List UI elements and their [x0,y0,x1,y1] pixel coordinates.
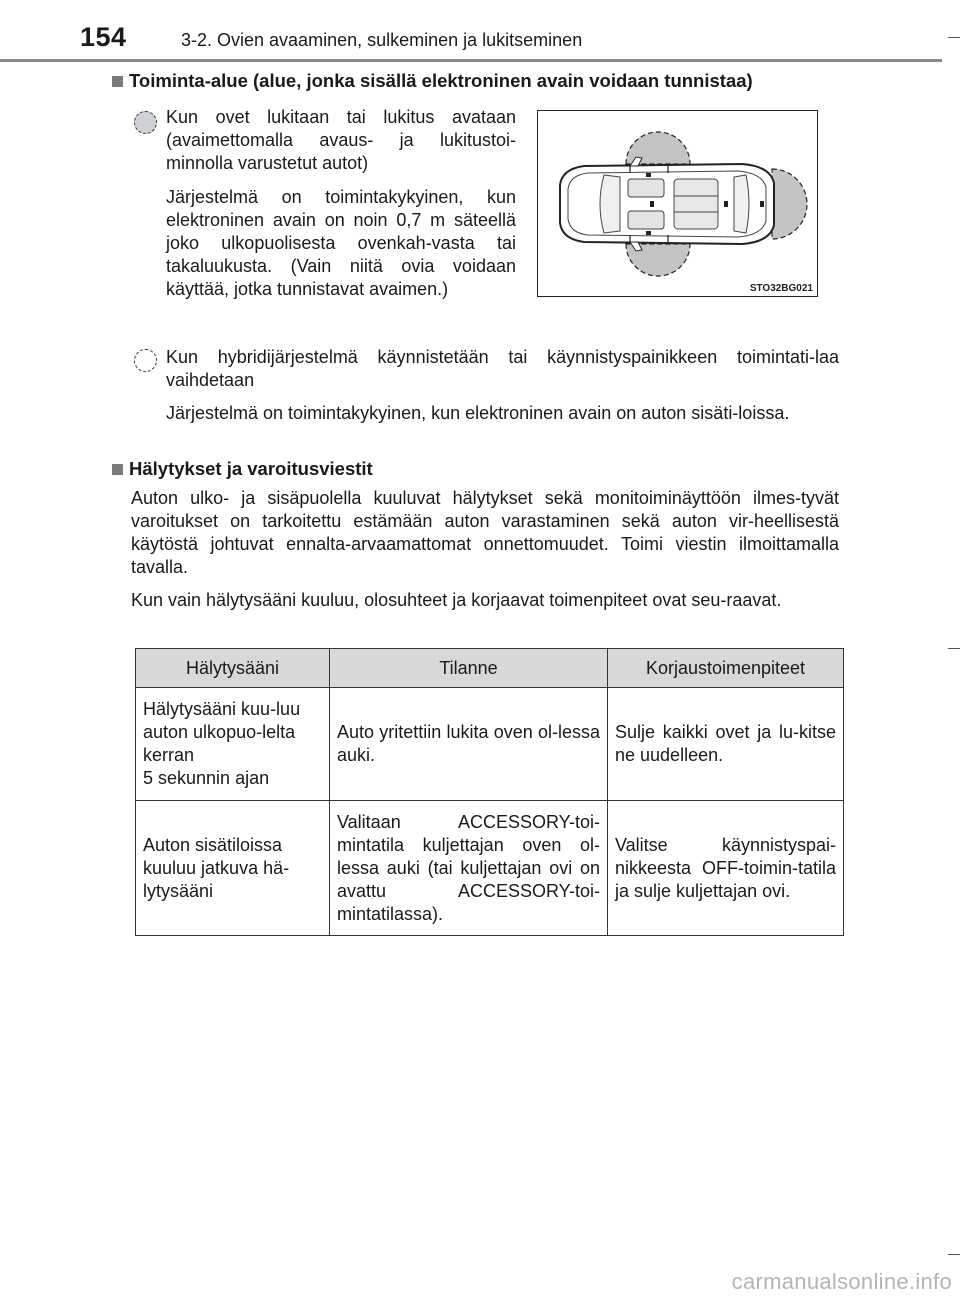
column-header: Korjaustoimenpiteet [608,649,844,688]
column-header: Tilanne [330,649,608,688]
figure-code: STO32BG021 [749,283,813,294]
car-detection-range-figure [537,110,818,297]
section-heading-operating-range [112,70,753,92]
table-cell: Valitse käynnistyspai-nikkeesta OFF-toimin-tatila ja sulje kuljettajan ovi. [608,801,844,936]
item-body: Järjestelmä on toimintakykyinen, kun elektroninen avain on auton sisäti-loissa. [166,403,790,423]
edge-tick [948,37,960,38]
table-cell: Valitaan ACCESSORY-toi-mintatila kuljettajan oven ol-lessa auki (tai kuljettajan ovi on avattu ACCESSORY-toi-mintatilassa). [330,801,608,936]
table-header-row [136,649,844,688]
page-number: 154 [80,22,127,52]
section-heading-text: Hälytykset ja varoitusviestit [129,458,373,479]
car-top-view-illustration [538,111,816,295]
item-intro: Kun ovet lukitaan tai lukitus avataan (avaimettomalla avaus- ja lukitustoi-minnolla varustetut autot) [166,107,516,173]
dashed-circle-bullet-icon [134,349,157,372]
table-cell: Hälytysääni kuu-luu auton ulkopuo-lelta kerran 5 sekunnin ajan [136,688,330,801]
item-intro: Kun hybridijärjestelmä käynnistetään tai käynnistyspainikkeen toimintati-laa vaihdetaan [166,347,839,390]
edge-tick [948,648,960,649]
table-cell: Auto yritettiin lukita oven ol-lessa auki. [330,688,608,801]
running-header: 3-2. Ovien avaaminen, sulkeminen ja lukitseminen [181,30,583,50]
paragraph: Auton ulko- ja sisäpuolella kuuluvat hälytykset sekä monitoiminäyttöön ilmes-tyvät varoitukset on tarkoitettu estämään auton varastaminen sekä auton vir-heellisestä käytöstä johtuvat ennalta-arvaamattomat onnettomuudet. Toimi viestin ilmoittamalla tavalla. [131,488,839,577]
alarm-table [135,648,844,936]
paragraph: Kun vain hälytysääni kuuluu, olosuhteet ja korjaavat toimenpiteet ovat seu-raavat. [131,590,782,610]
dashed-circle-bullet-icon [134,111,157,134]
watermark: carmanualsonline.info [731,1269,952,1294]
table-cell: Sulje kaikki ovet ja lu-kitse ne uudelleen. [608,688,844,801]
section-heading-alarms [112,458,373,480]
column-header: Hälytysääni [136,649,330,688]
header-rule [0,59,942,62]
square-bullet-icon [112,464,123,475]
section-heading-text: Toiminta-alue (alue, jonka sisällä elektroninen avain voidaan tunnistaa) [129,70,753,91]
square-bullet-icon [112,76,123,87]
edge-tick [948,1254,960,1255]
table-row [136,688,844,801]
table-row [136,801,844,936]
item-body: Järjestelmä on toimintakykyinen, kun elektroninen avain on noin 0,7 m säteellä joko ulkopuolisesta ovenkah-vasta tai takaluukusta. (Vain niitä ovia voidaan käyttää, jotka tunnistavat avaimen.) [166,187,516,299]
table-cell: Auton sisätiloissa kuuluu jatkuva hä-lytysääni [136,801,330,936]
